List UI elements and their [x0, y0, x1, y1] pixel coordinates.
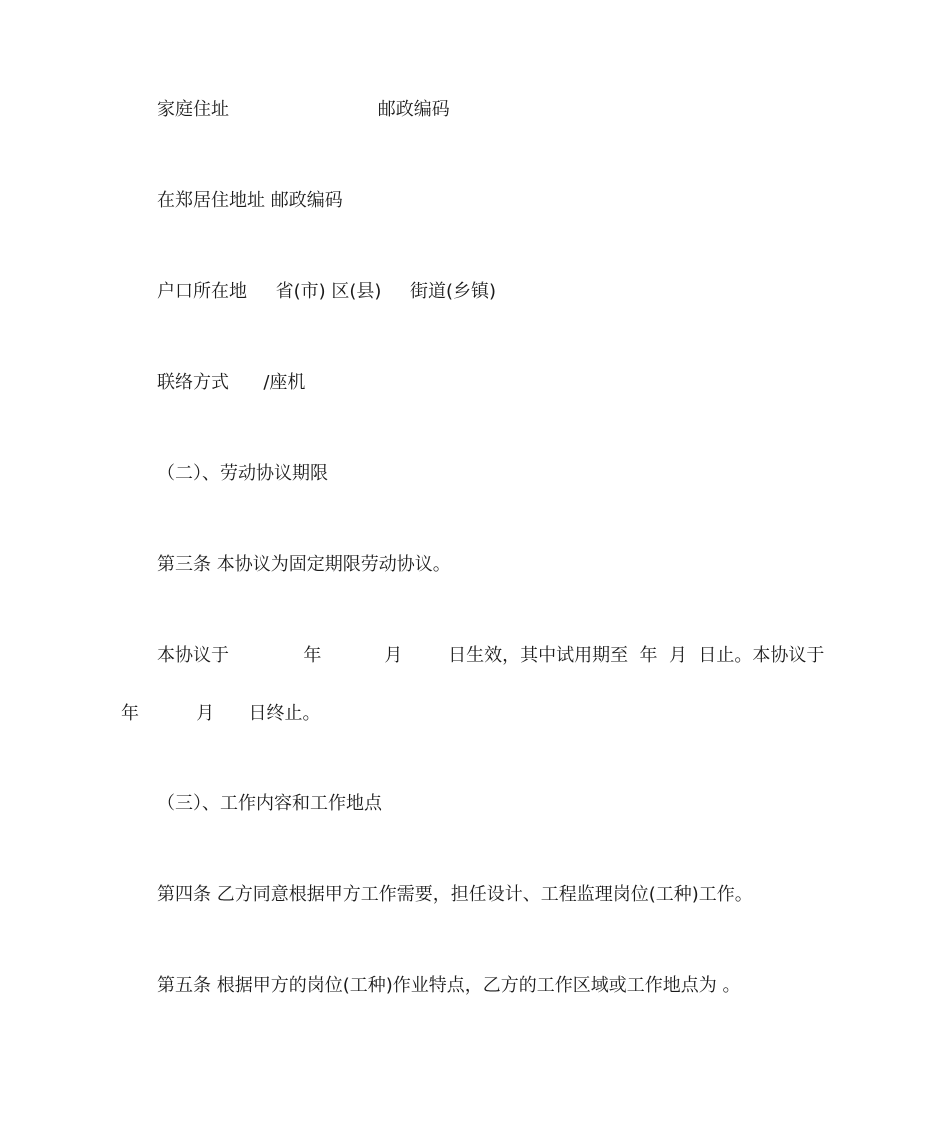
- article-four: 第四条 乙方同意根据甲方工作需要，担任设计、工程监理岗位(工种)工作。: [157, 884, 753, 905]
- section-heading-work: （三）、工作内容和工作地点: [157, 793, 382, 814]
- section-heading-term: （二）、劳动协议期限: [157, 463, 328, 484]
- household-registration-line: 户口所在地 省(市) 区(县) 街道(乡镇): [157, 281, 497, 302]
- contact-line: 联络方式 /座机: [157, 372, 306, 393]
- effective-date-line: 本协议于 年 月 日生效，其中试用期至 年 月 日止。本协议于: [157, 645, 825, 666]
- zhengzhou-address-line: 在郑居住地址 邮政编码: [157, 190, 343, 211]
- article-three: 第三条 本协议为固定期限劳动协议。: [157, 554, 451, 575]
- termination-date-line: 年 月 日终止。: [121, 703, 321, 724]
- home-address-line: 家庭住址 邮政编码: [157, 99, 450, 120]
- article-five: 第五条 根据甲方的岗位(工种)作业特点，乙方的工作区域或工作地点为 。: [157, 975, 741, 996]
